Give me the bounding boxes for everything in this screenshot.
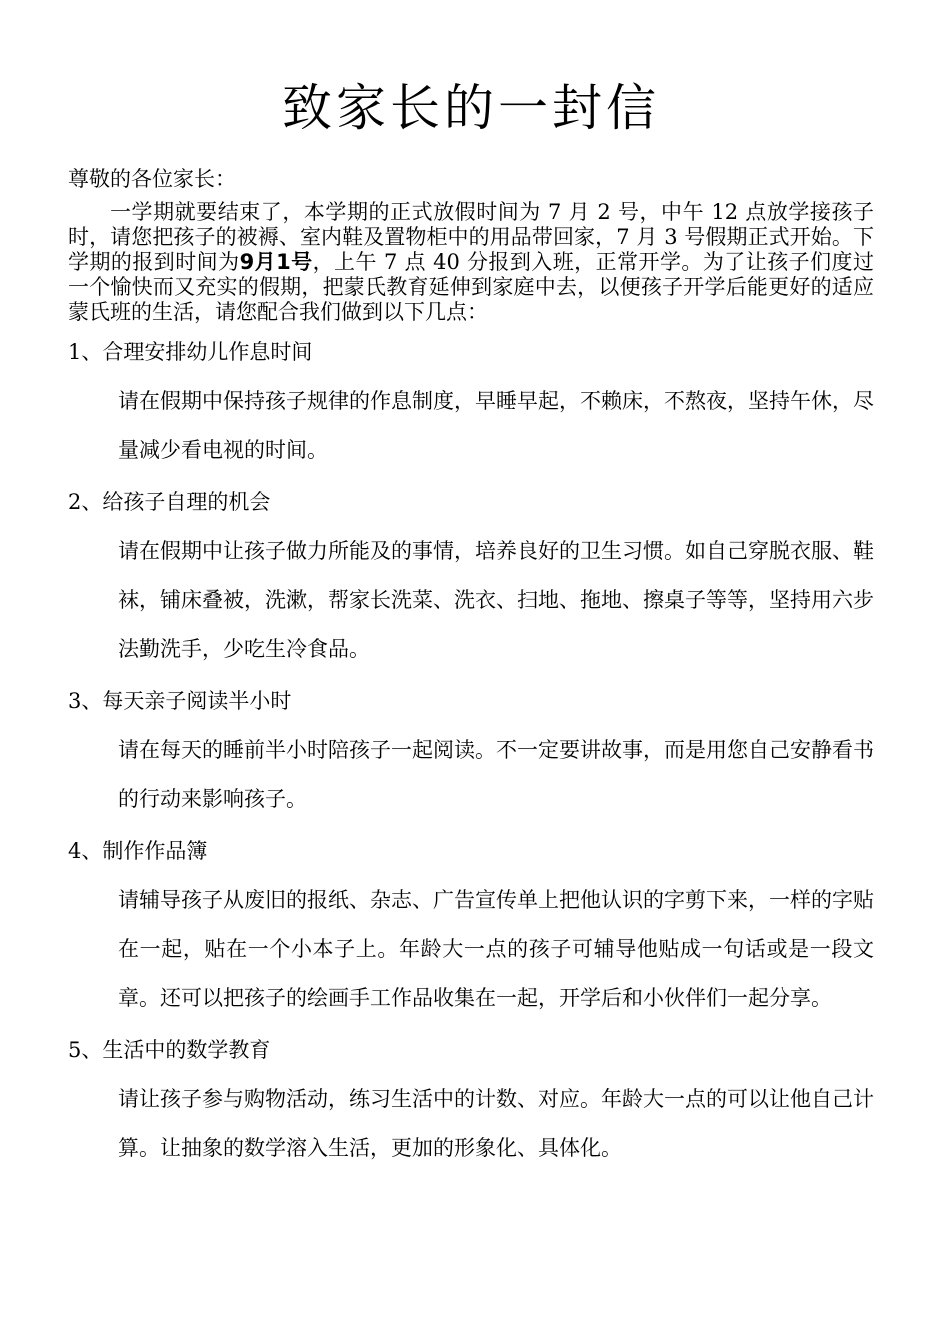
intro-text-1: 一学期就要结束了，本学期的正式放假时间为 7 月 2 号，中午 12 点放学接孩子时，请您把孩子的被褥、室内鞋及置物柜中的用品带回家，7 月 3 号假期正式开始。下学期的报到时间为 bbox=[68, 200, 874, 274]
salutation: 尊敬的各位家长： bbox=[68, 167, 236, 191]
intro-paragraph bbox=[68, 200, 874, 325]
section-body: 请在每天的睡前半小时陪孩子一起阅读。不一定要讲故事，而是用您自己安静看书的行动来影响孩子。 bbox=[118, 738, 874, 811]
section-heading: 4、制作作品簿 bbox=[68, 839, 208, 863]
section-body: 请辅导孩子从废旧的报纸、杂志、广告宣传单上把他认识的字剪下来，一样的字贴在一起，贴在一个小本子上。年龄大一点的孩子可辅导他贴成一句话或是一段文章。还可以把孩子的绘画手工作品收集在一起，开学后和小伙伴们一起分享。 bbox=[118, 888, 874, 1010]
section-schedule bbox=[68, 337, 874, 475]
section-self-care bbox=[68, 487, 874, 674]
section-heading: 2、给孩子自理的机会 bbox=[68, 490, 271, 514]
section-portfolio bbox=[68, 836, 874, 1023]
letter-title: 致家长的一封信 bbox=[282, 79, 660, 137]
section-body: 请在假期中保持孩子规律的作息制度，早睡早起，不赖床，不熬夜，坚持午休，尽量减少看电视的时间。 bbox=[118, 389, 874, 462]
section-reading bbox=[68, 686, 874, 824]
section-heading: 1、合理安排幼儿作息时间 bbox=[68, 340, 313, 364]
section-body: 请让孩子参与购物活动，练习生活中的计数、对应。年龄大一点的可以让他自己计算。让抽象的数学溶入生活，更加的形象化、具体化。 bbox=[118, 1087, 874, 1160]
report-date-highlight: 9月1号 bbox=[239, 250, 313, 274]
section-heading: 3、每天亲子阅读半小时 bbox=[68, 689, 292, 713]
intro-text-2: ，上午 7 点 40 分报到入班，正常开学。为了让孩子们度过一个愉快而又充实的假期，把蒙氏教育延伸到家庭中去，以便孩子开学后能更好的适应蒙氏班的生活，请您配合我们做到以下几点： bbox=[68, 250, 874, 324]
section-heading: 5、生活中的数学教育 bbox=[68, 1038, 271, 1062]
section-body: 请在假期中让孩子做力所能及的事情，培养良好的卫生习惯。如自己穿脱衣服、鞋袜，铺床叠被，洗漱，帮家长洗菜、洗衣、扫地、拖地、擦桌子等等，坚持用六步法勤洗手，少吃生冷食品。 bbox=[118, 539, 874, 661]
section-math bbox=[68, 1035, 874, 1173]
